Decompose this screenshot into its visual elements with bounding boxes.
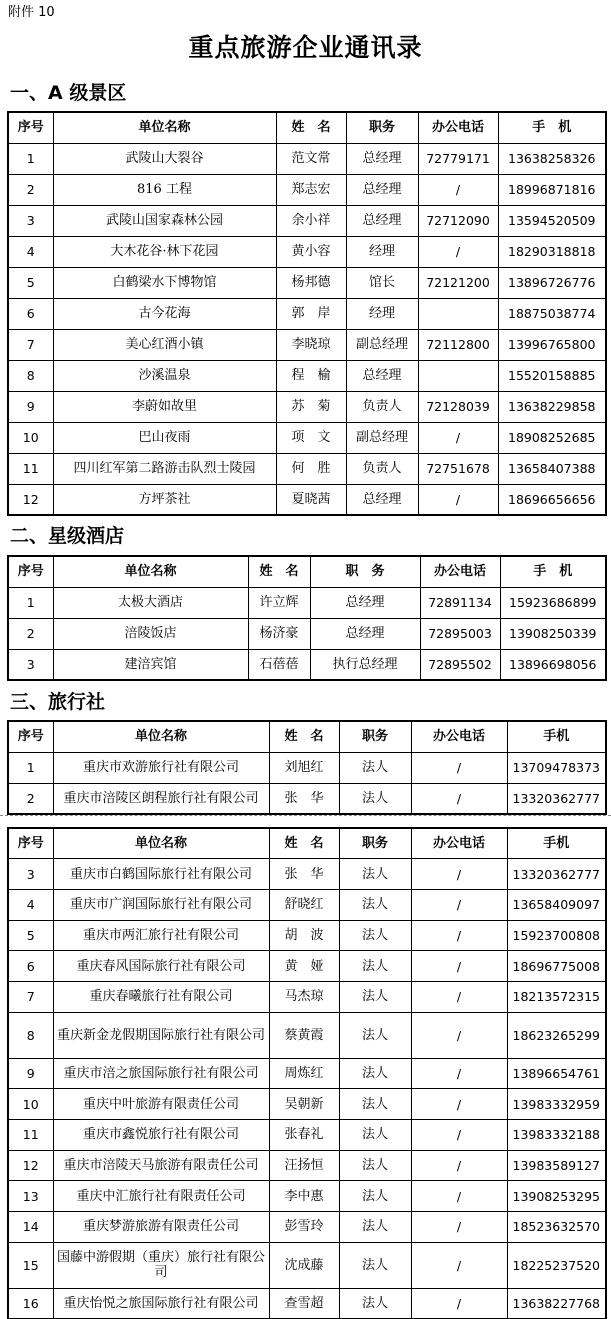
- table-row: [8, 1181, 606, 1212]
- company-name: 大木花谷·林下花园: [53, 236, 276, 267]
- contact-name: 程 榆: [276, 360, 346, 391]
- table-row: [8, 360, 606, 391]
- company-name: 重庆市广润国际旅行社有限公司: [53, 889, 269, 920]
- table-header-row: [8, 112, 606, 143]
- job-title: 法人: [339, 1012, 411, 1058]
- table-row: [8, 618, 606, 649]
- row-number: 16: [8, 1288, 53, 1319]
- mobile-phone: 15923700808: [507, 920, 606, 951]
- contact-name: 蔡黄霞: [269, 1012, 339, 1058]
- contact-name: 范文常: [276, 143, 346, 174]
- office-phone: /: [418, 484, 498, 515]
- company-name: 重庆中汇旅行社有限责任公司: [53, 1181, 269, 1212]
- column-header: 手 机: [500, 556, 606, 587]
- row-number: 10: [8, 1089, 53, 1120]
- company-name: 重庆市涪陵天马旅游有限责任公司: [53, 1150, 269, 1181]
- column-header: 职务: [346, 112, 418, 143]
- table-row: [8, 453, 606, 484]
- office-phone: /: [411, 1288, 507, 1319]
- contact-name: 彭雪玲: [269, 1212, 339, 1243]
- contact-name: 石蓓蓓: [248, 649, 310, 680]
- office-phone: /: [411, 1120, 507, 1151]
- contact-name: 吴朝新: [269, 1089, 339, 1120]
- row-number: 3: [8, 205, 53, 236]
- column-header: 办公电话: [420, 556, 500, 587]
- office-phone: 72895003: [420, 618, 500, 649]
- section-heading-hotels: 二、星级酒店: [10, 525, 125, 547]
- mobile-phone: 13896654761: [507, 1058, 606, 1089]
- job-title: 副总经理: [346, 422, 418, 453]
- table-header-row: [8, 556, 606, 587]
- office-phone: /: [411, 1212, 507, 1243]
- company-name: 武陵山国家森林公园: [53, 205, 276, 236]
- column-header: 职务: [339, 721, 411, 752]
- job-title: 法人: [339, 920, 411, 951]
- a-level-scenic-table: [7, 111, 607, 516]
- company-name: 重庆市欢游旅行社有限公司: [53, 752, 269, 783]
- column-header: 手机: [507, 828, 606, 859]
- job-title: 总经理: [346, 143, 418, 174]
- table-row: [8, 951, 606, 982]
- table-row: [8, 889, 606, 920]
- office-phone: /: [411, 1150, 507, 1181]
- table-row: [8, 1150, 606, 1181]
- job-title: 法人: [339, 783, 411, 814]
- row-number: 12: [8, 484, 53, 515]
- company-name: 美心红酒小镇: [53, 329, 276, 360]
- office-phone: 72751678: [418, 453, 498, 484]
- row-number: 9: [8, 391, 53, 422]
- column-header: 姓 名: [269, 721, 339, 752]
- column-header: 单位名称: [53, 828, 269, 859]
- travel-agency-table: [7, 720, 607, 815]
- job-title: 法人: [339, 1150, 411, 1181]
- mobile-phone: 13320362777: [507, 859, 606, 890]
- office-phone: 72712090: [418, 205, 498, 236]
- contact-name: 黄小容: [276, 236, 346, 267]
- section-heading-travel: 三、旅行社: [10, 691, 106, 713]
- contact-name: 郭 岸: [276, 298, 346, 329]
- contact-name: 张春礼: [269, 1120, 339, 1151]
- table-row: [8, 649, 606, 680]
- office-phone: /: [418, 174, 498, 205]
- mobile-phone: 13896726776: [498, 267, 606, 298]
- table-row: [8, 752, 606, 783]
- company-name: 重庆中叶旅游有限责任公司: [53, 1089, 269, 1120]
- contact-name: 李晓琼: [276, 329, 346, 360]
- company-name: 白鹤梁水下博物馆: [53, 267, 276, 298]
- job-title: 总经理: [346, 484, 418, 515]
- company-name: 沙溪温泉: [53, 360, 276, 391]
- job-title: 法人: [339, 752, 411, 783]
- table-row: [8, 236, 606, 267]
- column-header: 单位名称: [53, 112, 276, 143]
- mobile-phone: 13896698056: [500, 649, 606, 680]
- row-number: 12: [8, 1150, 53, 1181]
- office-phone: /: [418, 422, 498, 453]
- row-number: 4: [8, 889, 53, 920]
- job-title: 总经理: [346, 360, 418, 391]
- job-title: 法人: [339, 1058, 411, 1089]
- office-phone: /: [418, 236, 498, 267]
- job-title: 法人: [339, 1181, 411, 1212]
- company-name: 太极大酒店: [53, 587, 248, 618]
- contact-name: 刘旭红: [269, 752, 339, 783]
- row-number: 3: [8, 859, 53, 890]
- job-title: 总经理: [346, 205, 418, 236]
- contact-name: 胡 波: [269, 920, 339, 951]
- mobile-phone: 18225237520: [507, 1242, 606, 1288]
- office-phone: /: [411, 1242, 507, 1288]
- contact-name: 李中惠: [269, 1181, 339, 1212]
- office-phone: 72895502: [420, 649, 500, 680]
- mobile-phone: 13638227768: [507, 1288, 606, 1319]
- company-name: 国藤中游假期（重庆）旅行社有限公司: [53, 1242, 269, 1288]
- row-number: 4: [8, 236, 53, 267]
- column-header: 序号: [8, 556, 53, 587]
- job-title: 总经理: [310, 587, 420, 618]
- job-title: 法人: [339, 1242, 411, 1288]
- column-header: 序号: [8, 828, 53, 859]
- job-title: 总经理: [346, 174, 418, 205]
- office-phone: /: [411, 783, 507, 814]
- contact-name: 杨济豪: [248, 618, 310, 649]
- page-break-divider: [0, 815, 611, 816]
- job-title: 法人: [339, 1089, 411, 1120]
- contact-name: 郑志宏: [276, 174, 346, 205]
- contact-name: 周炼红: [269, 1058, 339, 1089]
- job-title: 法人: [339, 951, 411, 982]
- office-phone: 72891134: [420, 587, 500, 618]
- column-header: 单位名称: [53, 556, 248, 587]
- contact-name: 查雪超: [269, 1288, 339, 1319]
- section-heading-a-level: 一、A 级景区: [10, 82, 127, 104]
- table-row: [8, 1012, 606, 1058]
- job-title: 法人: [339, 889, 411, 920]
- table-row: [8, 484, 606, 515]
- row-number: 5: [8, 920, 53, 951]
- company-name: 重庆怡悦之旅国际旅行社有限公司: [53, 1288, 269, 1319]
- mobile-phone: 15923686899: [500, 587, 606, 618]
- row-number: 14: [8, 1212, 53, 1243]
- mobile-phone: 18996871816: [498, 174, 606, 205]
- column-header: 办公电话: [411, 721, 507, 752]
- job-title: 法人: [339, 859, 411, 890]
- office-phone: /: [411, 1089, 507, 1120]
- mobile-phone: 18523632570: [507, 1212, 606, 1243]
- table-row: [8, 174, 606, 205]
- contact-name: 汪扬恒: [269, 1150, 339, 1181]
- column-header: 单位名称: [53, 721, 269, 752]
- office-phone: /: [411, 1181, 507, 1212]
- column-header: 职 务: [310, 556, 420, 587]
- mobile-phone: 13908250339: [500, 618, 606, 649]
- table-header-row: [8, 721, 606, 752]
- contact-name: 许立辉: [248, 587, 310, 618]
- company-name: 重庆市涪之旅国际旅行社有限公司: [53, 1058, 269, 1089]
- table-row: [8, 391, 606, 422]
- mobile-phone: 13996765800: [498, 329, 606, 360]
- office-phone: 72112800: [418, 329, 498, 360]
- row-number: 6: [8, 298, 53, 329]
- row-number: 15: [8, 1242, 53, 1288]
- table-row: [8, 587, 606, 618]
- row-number: 7: [8, 329, 53, 360]
- contact-name: 何 胜: [276, 453, 346, 484]
- mobile-phone: 13983589127: [507, 1150, 606, 1181]
- table-row: [8, 205, 606, 236]
- table-row: [8, 1212, 606, 1243]
- column-header: 序号: [8, 721, 53, 752]
- job-title: 经理: [346, 298, 418, 329]
- job-title: 馆长: [346, 267, 418, 298]
- office-phone: /: [411, 859, 507, 890]
- office-phone: /: [411, 981, 507, 1012]
- office-phone: /: [411, 1058, 507, 1089]
- contact-name: 杨邦德: [276, 267, 346, 298]
- column-header: 办公电话: [411, 828, 507, 859]
- column-header: 职务: [339, 828, 411, 859]
- contact-name: 夏晓茜: [276, 484, 346, 515]
- contact-name: 苏 菊: [276, 391, 346, 422]
- mobile-phone: 18290318818: [498, 236, 606, 267]
- mobile-phone: 15520158885: [498, 360, 606, 391]
- row-number: 8: [8, 360, 53, 391]
- mobile-phone: 13709478373: [507, 752, 606, 783]
- job-title: 负责人: [346, 391, 418, 422]
- office-phone: 72121200: [418, 267, 498, 298]
- company-name: 重庆市两汇旅行社有限公司: [53, 920, 269, 951]
- mobile-phone: 13638258326: [498, 143, 606, 174]
- contact-name: 沈成藤: [269, 1242, 339, 1288]
- job-title: 副总经理: [346, 329, 418, 360]
- job-title: 法人: [339, 981, 411, 1012]
- column-header: 姓 名: [248, 556, 310, 587]
- job-title: 负责人: [346, 453, 418, 484]
- row-number: 7: [8, 981, 53, 1012]
- mobile-phone: 18696656656: [498, 484, 606, 515]
- contact-name: 张 华: [269, 783, 339, 814]
- table-row: [8, 1288, 606, 1319]
- company-name: 重庆春风国际旅行社有限公司: [53, 951, 269, 982]
- contact-name: 马杰琼: [269, 981, 339, 1012]
- mobile-phone: 18213572315: [507, 981, 606, 1012]
- page-title: 重点旅游企业通讯录: [188, 33, 423, 62]
- mobile-phone: 13983332959: [507, 1089, 606, 1120]
- company-name: 重庆市白鹤国际旅行社有限公司: [53, 859, 269, 890]
- table-header-row: [8, 828, 606, 859]
- table-row: [8, 329, 606, 360]
- contact-name: 舒晓红: [269, 889, 339, 920]
- mobile-phone: 18696775008: [507, 951, 606, 982]
- table-row: [8, 920, 606, 951]
- column-header: 手 机: [498, 112, 606, 143]
- mobile-phone: 13908253295: [507, 1181, 606, 1212]
- company-name: 重庆梦游旅游有限责任公司: [53, 1212, 269, 1243]
- table-row: [8, 143, 606, 174]
- company-name: 建涪宾馆: [53, 649, 248, 680]
- office-phone: /: [411, 951, 507, 982]
- company-name: 816 工程: [53, 174, 276, 205]
- attachment-label: 附件 10: [8, 5, 55, 20]
- table-row: [8, 422, 606, 453]
- table-row: [8, 859, 606, 890]
- office-phone: [418, 298, 498, 329]
- office-phone: 72779171: [418, 143, 498, 174]
- row-number: 1: [8, 587, 53, 618]
- column-header: 序号: [8, 112, 53, 143]
- row-number: 3: [8, 649, 53, 680]
- office-phone: /: [411, 1012, 507, 1058]
- office-phone: /: [411, 752, 507, 783]
- row-number: 2: [8, 174, 53, 205]
- row-number: 10: [8, 422, 53, 453]
- company-name: 重庆市鑫悦旅行社有限公司: [53, 1120, 269, 1151]
- table-row: [8, 1058, 606, 1089]
- star-hotels-table: [7, 555, 607, 681]
- row-number: 2: [8, 618, 53, 649]
- office-phone: /: [411, 889, 507, 920]
- row-number: 11: [8, 1120, 53, 1151]
- company-name: 重庆市涪陵区朗程旅行社有限公司: [53, 783, 269, 814]
- job-title: 总经理: [310, 618, 420, 649]
- office-phone: [418, 360, 498, 391]
- mobile-phone: 13320362777: [507, 783, 606, 814]
- travel-agency-table-continued: [7, 827, 607, 1319]
- company-name: 四川红军第二路游击队烈士陵园: [53, 453, 276, 484]
- row-number: 1: [8, 143, 53, 174]
- mobile-phone: 13638229858: [498, 391, 606, 422]
- column-header: 姓 名: [269, 828, 339, 859]
- office-phone: /: [411, 920, 507, 951]
- company-name: 重庆新金龙假期国际旅行社有限公司: [53, 1012, 269, 1058]
- table-row: [8, 981, 606, 1012]
- contact-name: 黄 娅: [269, 951, 339, 982]
- table-row: [8, 267, 606, 298]
- mobile-phone: 13658407388: [498, 453, 606, 484]
- contact-name: 余小祥: [276, 205, 346, 236]
- company-name: 方坪茶社: [53, 484, 276, 515]
- company-name: 涪陵饭店: [53, 618, 248, 649]
- column-header: 姓 名: [276, 112, 346, 143]
- row-number: 2: [8, 783, 53, 814]
- table-row: [8, 1242, 606, 1288]
- job-title: 法人: [339, 1288, 411, 1319]
- mobile-phone: 13658409097: [507, 889, 606, 920]
- row-number: 11: [8, 453, 53, 484]
- office-phone: 72128039: [418, 391, 498, 422]
- company-name: 重庆春曦旅行社有限公司: [53, 981, 269, 1012]
- row-number: 1: [8, 752, 53, 783]
- row-number: 6: [8, 951, 53, 982]
- company-name: 武陵山大裂谷: [53, 143, 276, 174]
- table-row: [8, 783, 606, 814]
- contact-name: 张 华: [269, 859, 339, 890]
- job-title: 执行总经理: [310, 649, 420, 680]
- mobile-phone: 18908252685: [498, 422, 606, 453]
- mobile-phone: 13983332188: [507, 1120, 606, 1151]
- table-row: [8, 1120, 606, 1151]
- mobile-phone: 18875038774: [498, 298, 606, 329]
- column-header: 手机: [507, 721, 606, 752]
- job-title: 经理: [346, 236, 418, 267]
- row-number: 8: [8, 1012, 53, 1058]
- job-title: 法人: [339, 1120, 411, 1151]
- company-name: 古今花海: [53, 298, 276, 329]
- table-row: [8, 298, 606, 329]
- row-number: 5: [8, 267, 53, 298]
- column-header: 办公电话: [418, 112, 498, 143]
- contact-name: 项 文: [276, 422, 346, 453]
- mobile-phone: 13594520509: [498, 205, 606, 236]
- row-number: 13: [8, 1181, 53, 1212]
- row-number: 9: [8, 1058, 53, 1089]
- table-row: [8, 1089, 606, 1120]
- company-name: 巴山夜雨: [53, 422, 276, 453]
- company-name: 李蔚如故里: [53, 391, 276, 422]
- mobile-phone: 18623265299: [507, 1012, 606, 1058]
- job-title: 法人: [339, 1212, 411, 1243]
